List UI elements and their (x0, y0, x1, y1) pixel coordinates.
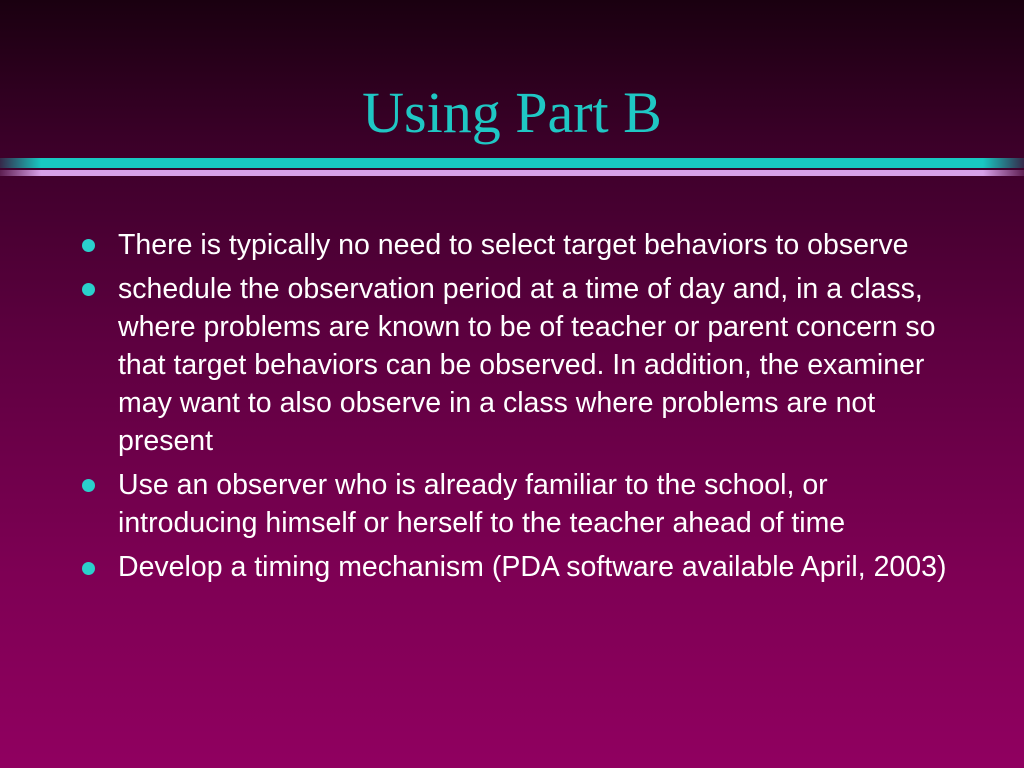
bullet-dot-icon (82, 479, 95, 492)
title-divider-lavender (0, 170, 1024, 176)
bullet-item (78, 226, 958, 264)
bullet-item (78, 546, 958, 589)
bullet-text: Use an observer who is already familiar to the school, or introducing himself or herself to the teacher ahead of time (118, 469, 846, 539)
slide-title: Using Part B (362, 80, 662, 145)
bullet-list (78, 226, 958, 595)
bullet-text: There is typically no need to select target behaviors to observe (118, 229, 909, 261)
title-divider-teal (0, 158, 1024, 168)
bullet-dot-icon (82, 283, 95, 296)
bullet-text: schedule the observation period at a time of day and, in a class, where problems are known to be of teacher or parent concern so that target behaviors can be observed. In addition, the examiner may want to also observe in a class where problems are not present (118, 273, 936, 457)
bullet-dot-icon (82, 239, 95, 252)
bullet-item (78, 270, 958, 460)
bullet-item (78, 466, 958, 542)
bullet-text: Develop a timing mechanism (PDA software available April, 2003) (118, 551, 947, 583)
bullet-dot-icon (82, 562, 95, 575)
